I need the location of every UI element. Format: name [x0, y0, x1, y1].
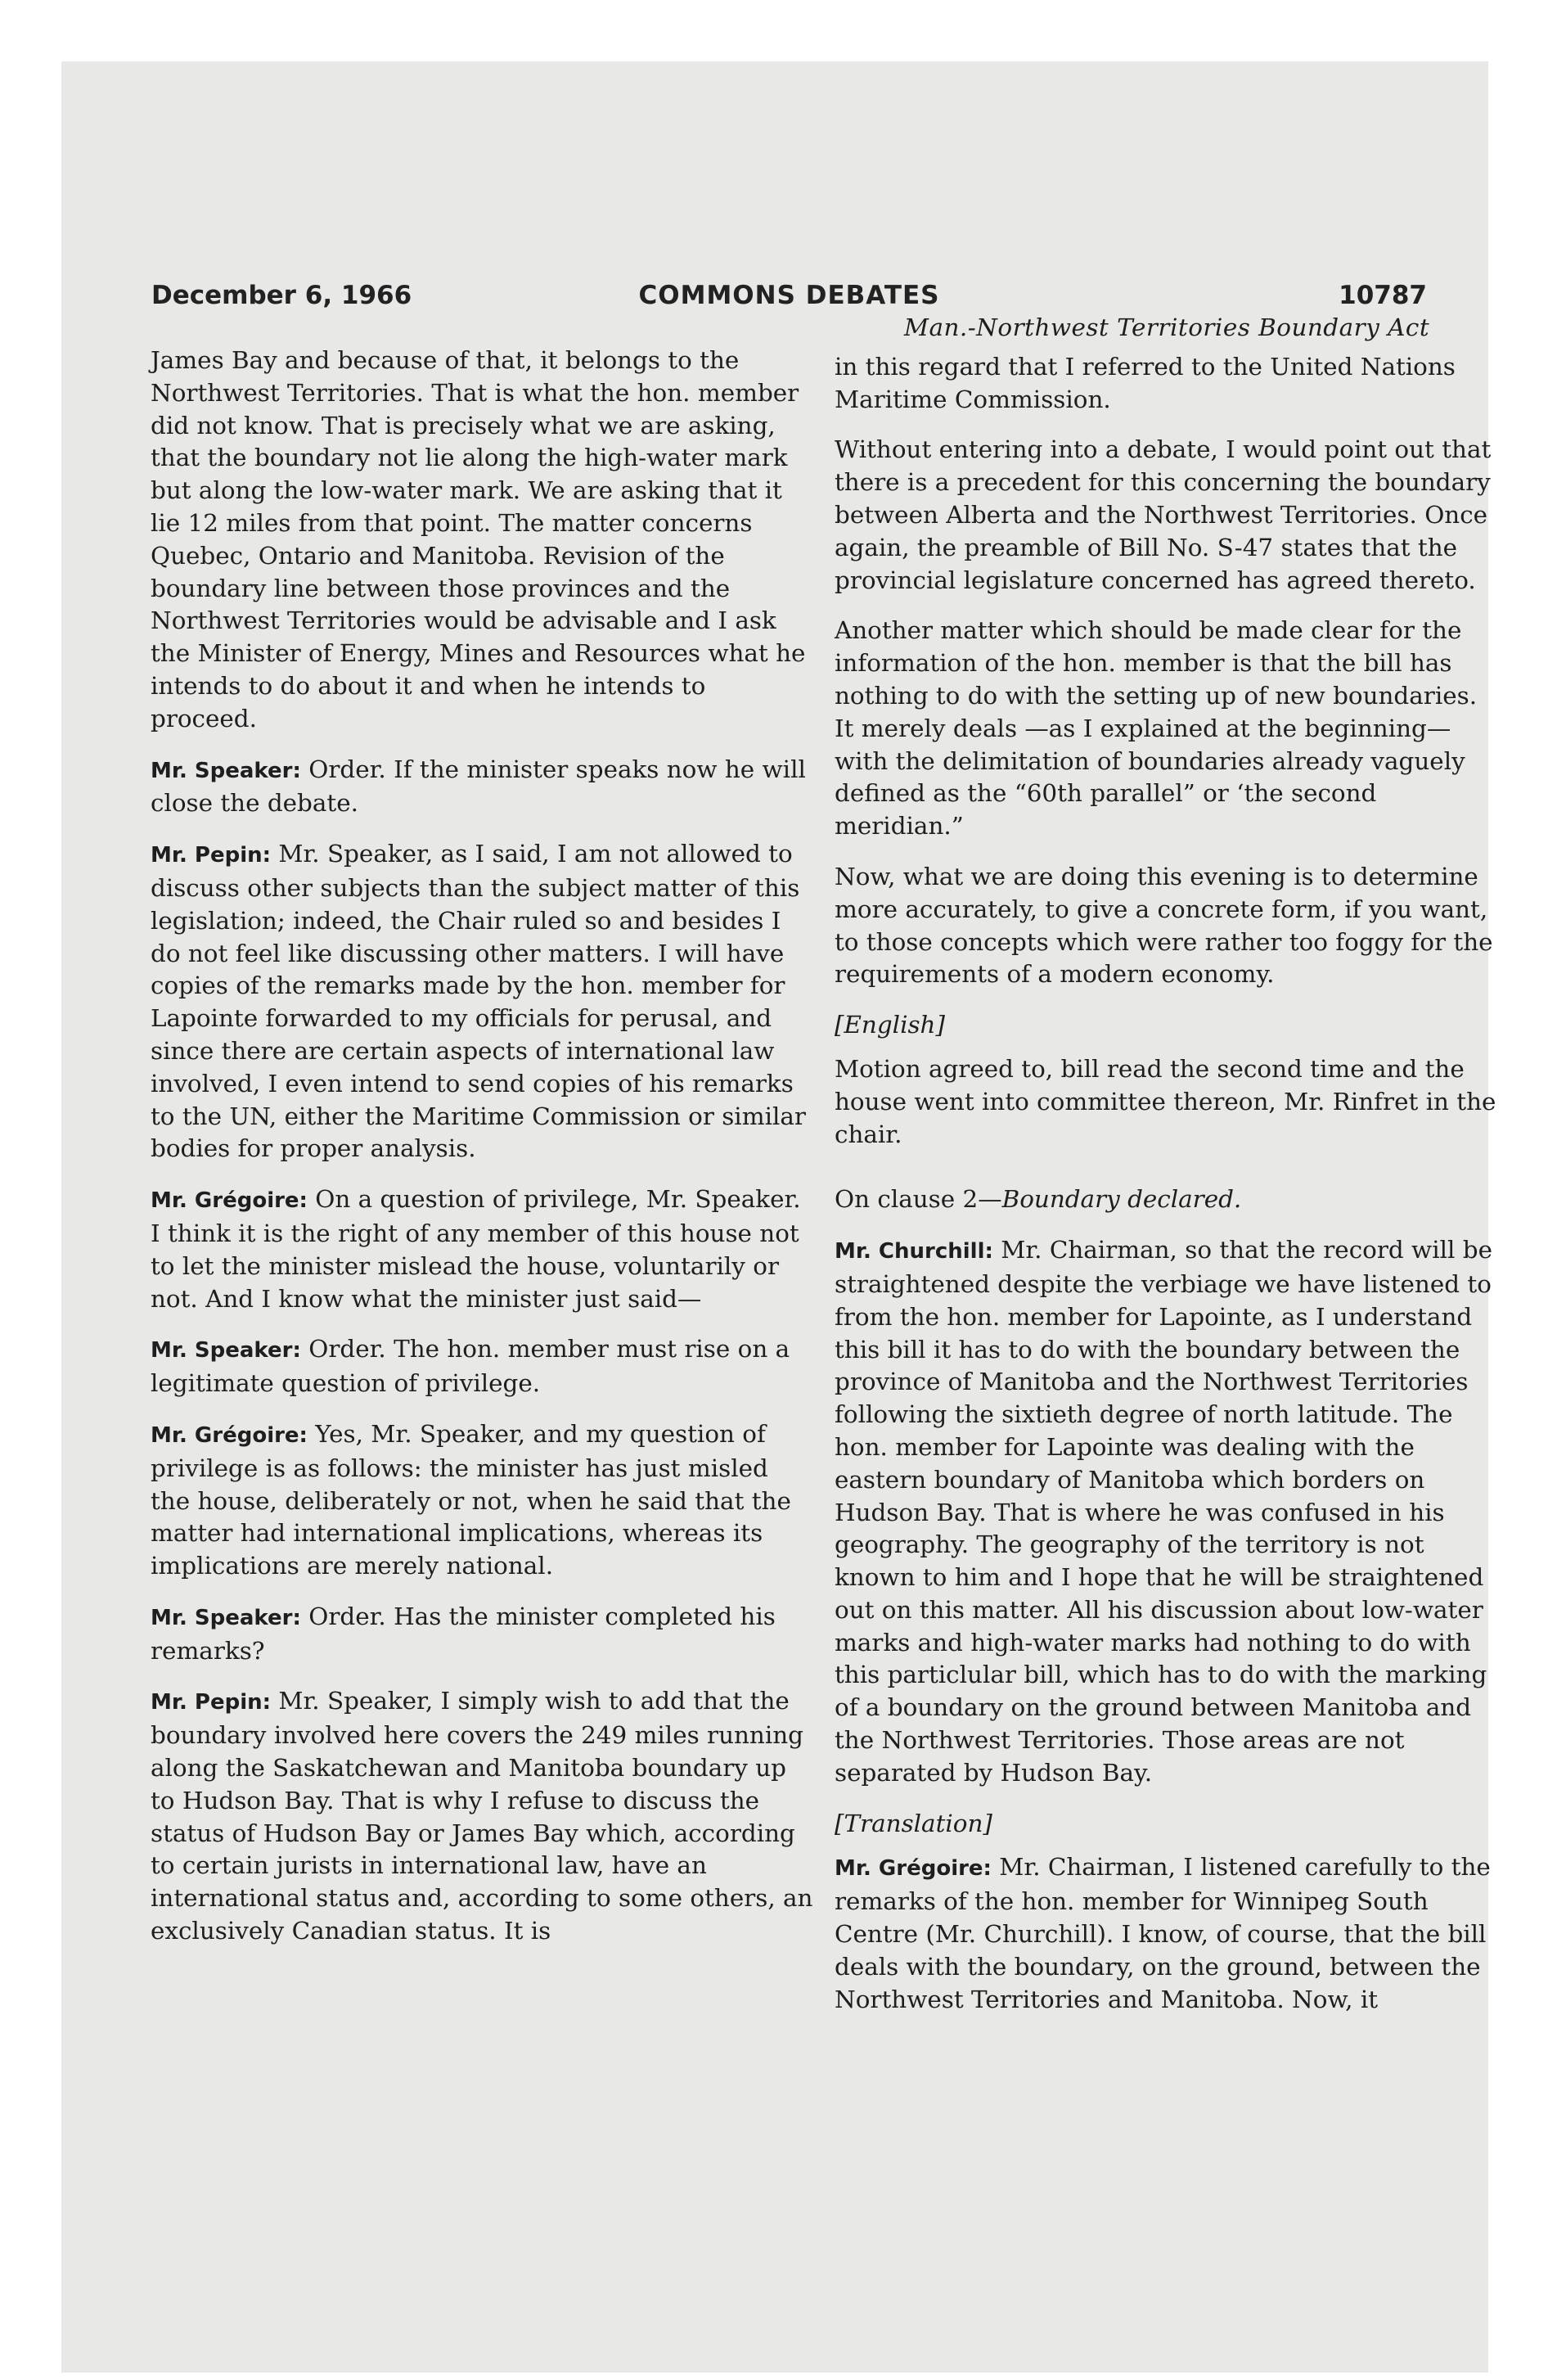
speaker-name: Mr. Grégoire:	[151, 1422, 308, 1448]
header-title: COMMONS DEBATES	[638, 281, 940, 310]
speech	[151, 1418, 815, 1583]
speaker-name: Mr. Pepin:	[151, 843, 272, 868]
page-header	[151, 281, 1427, 313]
speaker-name: Mr. Speaker:	[151, 1605, 301, 1630]
language-marker: [Translation]	[835, 1809, 992, 1837]
right-column	[835, 312, 1499, 2034]
left-column	[151, 345, 815, 1966]
paragraph: Another matter which should be made clear for the information of the hon. member is that the bill has nothing to do with the setting up of new boundaries. It merely deals —as I explained at the beginning—with the delimitation of boundaries already vaguely defined as the “60th parallel” or ‘the second meridian.”	[835, 616, 1478, 841]
clause-prefix: On clause 2—	[835, 1185, 1002, 1214]
paragraph: James Bay and because of that, it belongs to the Northwest Territories. That is what the hon. member did not know. That is precisely what we are asking, that the boundary not lie along the high-water mark but along the low-water mark. We are asking that it lie 12 miles from that point. The matter concerns Quebec, Ontario and Manitoba. Revision of the boundary line between those provinces and the Northwest Territories would be advisable and I ask the Minister of Energy, Mines and Resources what he intends to do about it and when he intends to proceed.	[151, 346, 806, 732]
speech-text: On a question of privilege, Mr. Speaker. I think it is the right of any member of this house not to let the minister mislead the house, voluntarily or not. And I know what the minister just said—	[151, 1185, 801, 1313]
scanned-page	[61, 61, 1496, 2373]
speech-text: Mr. Chairman, I listened carefully to the remarks of the hon. member for Winnipeg South Centre (Mr. Churchill). I know, of course, that the bill deals with the boundary, on the ground, between the Northwest Territories and Manitoba. Now, it	[835, 1853, 1491, 2013]
speech	[835, 1851, 1499, 2016]
clause-title: Boundary declared.	[1001, 1185, 1242, 1214]
speech	[835, 1234, 1499, 1790]
speech-text: Mr. Speaker, as I said, I am not allowed to discuss other subjects than the subject matter of this legislation; indeed, the Chair ruled so and besides I do not feel like discussing other matters. I will have copies of the remarks made by the hon. member for Lapointe forwarded to my officials for perusal, and since there are certain aspects of international law involved, I even intend to send copies of his remarks to the UN, either the Maritime Commission or similar bodies for proper analysis.	[151, 840, 806, 1163]
speech-text: Order. The hon. member must rise on a legitimate question of privilege.	[151, 1335, 790, 1398]
paragraph: Now, what we are doing this evening is to determine more accurately, to give a concrete form, if you want, to those concepts which were rather too foggy for the requirements of a modern economy.	[835, 862, 1493, 989]
clause-heading	[835, 1183, 1499, 1216]
paragraph: in this regard that I referred to the United Nations Maritime Commission.	[835, 352, 1456, 413]
header-page-number: 10787	[1339, 281, 1427, 310]
paragraph: Without entering into a debate, I would point out that there is a precedent for this concerning the boundary between Alberta and the Northwest Territories. Once again, the preamble of Bill No. S-47 states that the provincial legislature concerned has agreed thereto.	[835, 435, 1492, 594]
speech-text: Order. If the minister speaks now he will close the debate.	[151, 755, 806, 818]
speaker-name: Mr. Speaker:	[151, 1338, 301, 1364]
speech	[151, 1685, 815, 1947]
speech-text: Mr. Speaker, I simply wish to add that the boundary involved here covers the 249 miles running along the Saskatchewan and Manitoba boundary up to Hudson Bay. That is why I refuse to discuss the status of Hudson Bay or James Bay which, according to certain jurists in international law, have an international status and, according to some others, an exclusively Canadian status. It is	[151, 1687, 813, 1945]
speaker-name: Mr. Churchill:	[835, 1239, 993, 1264]
speech	[151, 838, 815, 1165]
speaker-name: Mr. Grégoire:	[835, 1856, 992, 1882]
speech-text: Mr. Chairman, so that the record will be straightened despite the verbiage we have listened to from the hon. member for Lapointe, as I understand this bill it has to do with the boundary between the province of Manitoba and the Northwest Territories following the sixtieth degree of north latitude. The hon. member for Lapointe was dealing with the eastern boundary of Manitoba which borders on Hudson Bay. That is where he was confused in his geography. The geography of the territory is not known to him and I hope that he will be straightened out on this matter. All his discussion about low-water marks and high-water marks had nothing to do with this particlular bill, which has to do with the marking of a boundary on the ground between Manitoba and the Northwest Territories. Those areas are not separated by Hudson Bay.	[835, 1236, 1492, 1787]
running-subtitle: Man.-Northwest Territories Boundary Act	[903, 313, 1430, 341]
speech-text: Yes, Mr. Speaker, and my question of privilege is as follows: the minister has just misled the house, deliberately or not, when he said that the matter had international implications, whereas its implications are merely national.	[151, 1419, 791, 1580]
speech	[151, 1183, 815, 1315]
speech	[151, 1601, 815, 1668]
paragraph: Motion agreed to, bill read the second time and the house went into committee thereon, Mr. Rinfret in the chair.	[835, 1054, 1496, 1148]
speaker-name: Mr. Speaker:	[151, 758, 301, 783]
header-date: December 6, 1966	[151, 281, 412, 310]
speech	[151, 1333, 815, 1400]
speaker-name: Mr. Pepin:	[151, 1690, 272, 1715]
language-marker: [English]	[835, 1011, 945, 1039]
speaker-name: Mr. Grégoire:	[151, 1188, 308, 1214]
speech	[151, 754, 815, 821]
speech-text: Order. Has the minister completed his remarks?	[151, 1602, 776, 1665]
